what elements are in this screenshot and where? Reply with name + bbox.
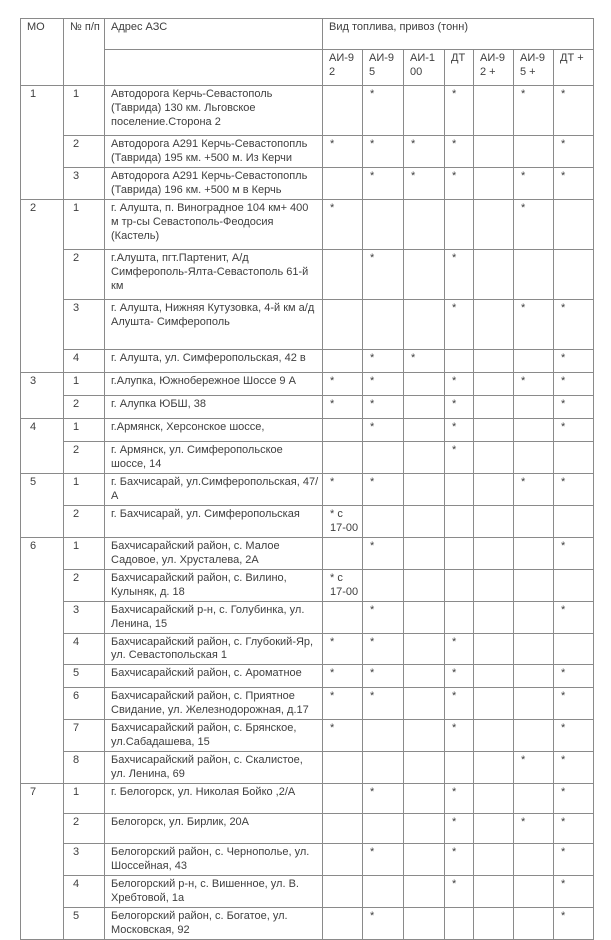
address-cell: Бахчисарайский район, с. Глубокий-Яр, ул. Севастопольская 1 bbox=[105, 633, 323, 665]
mo-cell: 1 bbox=[21, 86, 64, 200]
fuel-mark-cell bbox=[474, 86, 514, 136]
fuel-mark-cell: * bbox=[445, 688, 474, 720]
table-row bbox=[21, 876, 594, 908]
fuel-mark-cell: * bbox=[363, 249, 404, 299]
fuel-mark-cell bbox=[514, 844, 554, 876]
address-cell: Бахчисарайский район, с. Ароматное bbox=[105, 665, 323, 688]
fuel-mark-cell: * bbox=[363, 784, 404, 814]
row-number-cell: 6 bbox=[64, 688, 105, 720]
row-number-cell: 2 bbox=[64, 569, 105, 601]
address-cell: Бахчисарайский район, с. Скалистое, ул. Ленина, 69 bbox=[105, 752, 323, 784]
fuel-mark-cell bbox=[514, 441, 554, 473]
table-row bbox=[21, 299, 594, 349]
table-row bbox=[21, 249, 594, 299]
fuel-mark-cell bbox=[474, 844, 514, 876]
fuel-mark-cell bbox=[514, 665, 554, 688]
fuel-mark-cell bbox=[474, 136, 514, 168]
fuel-mark-cell: * bbox=[445, 665, 474, 688]
fuel-mark-cell bbox=[404, 665, 445, 688]
row-number-cell: 2 bbox=[64, 249, 105, 299]
fuel-mark-cell bbox=[404, 752, 445, 784]
fuel-mark-cell bbox=[445, 569, 474, 601]
fuel-mark-cell bbox=[323, 784, 363, 814]
fuel-mark-cell: * bbox=[445, 633, 474, 665]
fuel-mark-cell bbox=[474, 249, 514, 299]
fuel-mark-cell bbox=[363, 441, 404, 473]
fuel-mark-cell: * bbox=[445, 784, 474, 814]
fuel-mark-cell bbox=[514, 418, 554, 441]
fuel-mark-cell bbox=[323, 844, 363, 876]
address-cell: Автодорога А291 Керчь-Севастопопль (Таврида) 196 км. +500 м в Керчь bbox=[105, 167, 323, 199]
fuel-mark-cell bbox=[514, 633, 554, 665]
fuel-mark-cell bbox=[514, 601, 554, 633]
fuel-mark-cell bbox=[514, 688, 554, 720]
fuel-mark-cell: * bbox=[445, 167, 474, 199]
table-row bbox=[21, 537, 594, 569]
fuel-mark-cell bbox=[404, 784, 445, 814]
fuel-mark-cell: * bbox=[554, 537, 594, 569]
fuel-mark-cell bbox=[323, 814, 363, 844]
fuel-mark-cell bbox=[363, 299, 404, 349]
mo-cell: 2 bbox=[21, 199, 64, 372]
fuel-mark-cell bbox=[474, 688, 514, 720]
fuel-mark-cell bbox=[404, 720, 445, 752]
fuel-mark-cell bbox=[474, 441, 514, 473]
fuel-mark-cell: * bbox=[554, 299, 594, 349]
row-number-cell: 1 bbox=[64, 418, 105, 441]
address-cell: г.Алупка, Южнобережное Шоссе 9 А bbox=[105, 372, 323, 395]
fuel-mark-cell: * bbox=[363, 418, 404, 441]
fuel-mark-cell bbox=[323, 299, 363, 349]
fuel-mark-cell: * bbox=[323, 136, 363, 168]
fuel-mark-cell: * bbox=[323, 665, 363, 688]
fuel-mark-cell bbox=[404, 537, 445, 569]
fuel-mark-cell bbox=[474, 752, 514, 784]
mo-cell: 4 bbox=[21, 418, 64, 473]
fuel-mark-cell bbox=[445, 752, 474, 784]
fuel-mark-cell bbox=[445, 601, 474, 633]
fuel-mark-cell: * bbox=[554, 473, 594, 505]
fuel-mark-cell bbox=[514, 395, 554, 418]
col-header-dt: ДТ bbox=[445, 50, 474, 86]
col-header-mo: МО bbox=[21, 19, 64, 86]
table-row bbox=[21, 473, 594, 505]
fuel-mark-cell bbox=[554, 505, 594, 537]
fuel-mark-cell bbox=[554, 633, 594, 665]
fuel-mark-cell bbox=[474, 537, 514, 569]
fuel-mark-cell: * bbox=[445, 86, 474, 136]
fuel-mark-cell bbox=[445, 537, 474, 569]
fuel-mark-cell: * bbox=[445, 418, 474, 441]
address-cell: г. Алупка ЮБШ, 38 bbox=[105, 395, 323, 418]
fuel-mark-cell bbox=[445, 199, 474, 249]
row-number-cell: 2 bbox=[64, 395, 105, 418]
table-row bbox=[21, 349, 594, 372]
fuel-mark-cell bbox=[404, 844, 445, 876]
table-row bbox=[21, 844, 594, 876]
table-row bbox=[21, 167, 594, 199]
fuel-mark-cell bbox=[514, 349, 554, 372]
fuel-mark-cell: * bbox=[554, 136, 594, 168]
row-number-cell: 7 bbox=[64, 720, 105, 752]
fuel-mark-cell: * bbox=[363, 665, 404, 688]
fuel-mark-cell bbox=[474, 395, 514, 418]
fuel-mark-cell bbox=[445, 505, 474, 537]
fuel-mark-cell: * bbox=[363, 86, 404, 136]
address-cell: г. Белогорск, ул. Николая Бойко ,2/А bbox=[105, 784, 323, 814]
address-cell: Бахчисарайский район, с. Брянское, ул.Сабадашева, 15 bbox=[105, 720, 323, 752]
fuel-mark-cell bbox=[323, 537, 363, 569]
fuel-mark-cell bbox=[474, 505, 514, 537]
fuel-mark-cell: * bbox=[554, 876, 594, 908]
fuel-mark-cell bbox=[474, 908, 514, 940]
fuel-mark-cell: * bbox=[554, 167, 594, 199]
address-cell: г. Алушта, Нижняя Кутузовка, 4-й км а/д Алушта- Симферополь bbox=[105, 299, 323, 349]
row-number-cell: 5 bbox=[64, 665, 105, 688]
row-number-cell: 3 bbox=[64, 601, 105, 633]
fuel-mark-cell: * bbox=[323, 720, 363, 752]
fuel-mark-cell bbox=[445, 908, 474, 940]
table-row bbox=[21, 505, 594, 537]
fuel-mark-cell bbox=[474, 569, 514, 601]
fuel-mark-cell: * bbox=[323, 633, 363, 665]
fuel-mark-cell bbox=[404, 299, 445, 349]
fuel-mark-cell bbox=[474, 784, 514, 814]
table-row bbox=[21, 569, 594, 601]
address-subheader-cell bbox=[105, 50, 323, 86]
fuel-mark-cell: * bbox=[404, 349, 445, 372]
table-row bbox=[21, 752, 594, 784]
row-number-cell: 3 bbox=[64, 844, 105, 876]
table-row bbox=[21, 688, 594, 720]
fuel-mark-cell: * bbox=[445, 441, 474, 473]
fuel-mark-cell: * bbox=[363, 395, 404, 418]
address-cell: Бахчисарайский р-н, с. Голубинка, ул. Ленина, 15 bbox=[105, 601, 323, 633]
fuel-mark-cell: * bbox=[445, 395, 474, 418]
fuel-mark-cell: * bbox=[554, 814, 594, 844]
fuel-mark-cell: * bbox=[445, 876, 474, 908]
fuel-mark-cell bbox=[474, 299, 514, 349]
fuel-mark-cell bbox=[554, 441, 594, 473]
address-cell: г. Алушта, п. Виноградное 104 км+ 400 м тр-сы Севастополь-Феодосия (Кастель) bbox=[105, 199, 323, 249]
fuel-mark-cell: * с 17-00 bbox=[323, 505, 363, 537]
address-cell: Белогорск, ул. Бирлик, 20А bbox=[105, 814, 323, 844]
fuel-mark-cell: * bbox=[445, 299, 474, 349]
fuel-mark-cell: * bbox=[363, 136, 404, 168]
fuel-mark-cell bbox=[363, 569, 404, 601]
fuel-mark-cell: * bbox=[363, 473, 404, 505]
fuel-mark-cell bbox=[474, 167, 514, 199]
row-number-cell: 5 bbox=[64, 908, 105, 940]
fuel-mark-cell: * bbox=[514, 473, 554, 505]
fuel-mark-cell bbox=[554, 249, 594, 299]
fuel-mark-cell: * bbox=[554, 720, 594, 752]
col-header-dtplus: ДТ + bbox=[554, 50, 594, 86]
fuel-mark-cell bbox=[514, 784, 554, 814]
fuel-mark-cell: * bbox=[514, 814, 554, 844]
fuel-mark-cell bbox=[554, 569, 594, 601]
fuel-mark-cell bbox=[323, 86, 363, 136]
fuel-mark-cell bbox=[514, 136, 554, 168]
table-row bbox=[21, 199, 594, 249]
col-header-address: Адрес АЗС bbox=[105, 19, 323, 50]
fuel-mark-cell: * bbox=[554, 665, 594, 688]
fuel-mark-cell: * bbox=[445, 372, 474, 395]
row-number-cell: 2 bbox=[64, 814, 105, 844]
address-cell: Бахчисарайский район, с. Вилино, Кулыняк, д. 18 bbox=[105, 569, 323, 601]
fuel-mark-cell: * bbox=[363, 601, 404, 633]
mo-cell: 5 bbox=[21, 473, 64, 537]
fuel-mark-cell bbox=[404, 199, 445, 249]
address-cell: Автодорога Керчь-Севастополь (Таврида) 130 км. Льговское поселение.Сторона 2 bbox=[105, 86, 323, 136]
address-cell: г. Бахчисарай, ул.Симферопольская, 47/А bbox=[105, 473, 323, 505]
fuel-mark-cell bbox=[323, 349, 363, 372]
fuel-mark-cell: * bbox=[363, 372, 404, 395]
fuel-mark-cell bbox=[404, 688, 445, 720]
fuel-mark-cell: * bbox=[554, 844, 594, 876]
row-number-cell: 4 bbox=[64, 876, 105, 908]
table-row bbox=[21, 441, 594, 473]
row-number-cell: 2 bbox=[64, 505, 105, 537]
row-number-cell: 1 bbox=[64, 784, 105, 814]
row-number-cell: 1 bbox=[64, 372, 105, 395]
fuel-mark-cell: * bbox=[554, 349, 594, 372]
table-row bbox=[21, 395, 594, 418]
address-cell: Белогорский район, с. Богатое, ул. Московская, 92 bbox=[105, 908, 323, 940]
address-cell: Бахчисарайский район, с. Малое Садовое, ул. Хрусталева, 2А bbox=[105, 537, 323, 569]
fuel-mark-cell bbox=[445, 349, 474, 372]
fuel-mark-cell: * bbox=[323, 372, 363, 395]
fuel-mark-cell bbox=[474, 876, 514, 908]
fuel-mark-cell: * bbox=[554, 688, 594, 720]
fuel-mark-cell bbox=[404, 441, 445, 473]
fuel-mark-cell: * bbox=[323, 688, 363, 720]
fuel-mark-cell bbox=[363, 752, 404, 784]
fuel-mark-cell bbox=[404, 249, 445, 299]
mo-cell: 3 bbox=[21, 372, 64, 418]
address-cell: г.Алушта, пгт.Партенит, А/д Симферополь-Ялта-Севастополь 61-й км bbox=[105, 249, 323, 299]
fuel-mark-cell: * bbox=[445, 844, 474, 876]
table-row bbox=[21, 418, 594, 441]
fuel-mark-cell bbox=[404, 505, 445, 537]
address-cell: г. Алушта, ул. Симферопольская, 42 в bbox=[105, 349, 323, 372]
fuel-mark-cell: * bbox=[554, 395, 594, 418]
address-cell: Белогорский р-н, с. Вишенное, ул. В. Хребтовой, 1а bbox=[105, 876, 323, 908]
fuel-mark-cell: * с 17-00 bbox=[323, 569, 363, 601]
fuel-mark-cell: * bbox=[554, 908, 594, 940]
fuel-mark-cell bbox=[474, 814, 514, 844]
fuel-mark-cell: * bbox=[554, 784, 594, 814]
fuel-mark-cell bbox=[514, 569, 554, 601]
row-number-cell: 4 bbox=[64, 349, 105, 372]
fuel-mark-cell bbox=[323, 601, 363, 633]
fuel-mark-cell: * bbox=[323, 199, 363, 249]
fuel-mark-cell bbox=[445, 473, 474, 505]
fuel-mark-cell bbox=[554, 199, 594, 249]
fuel-mark-cell bbox=[474, 665, 514, 688]
fuel-mark-cell bbox=[474, 418, 514, 441]
table-row bbox=[21, 86, 594, 136]
table-row bbox=[21, 814, 594, 844]
col-header-ai95: АИ-95 bbox=[363, 50, 404, 86]
table-row bbox=[21, 908, 594, 940]
mo-cell: 7 bbox=[21, 784, 64, 940]
fuel-mark-cell bbox=[363, 505, 404, 537]
fuel-mark-cell bbox=[474, 473, 514, 505]
fuel-mark-cell: * bbox=[404, 136, 445, 168]
fuel-mark-cell: * bbox=[514, 86, 554, 136]
fuel-mark-cell bbox=[514, 249, 554, 299]
fuel-mark-cell bbox=[404, 814, 445, 844]
col-header-ai92plus: АИ-92 + bbox=[474, 50, 514, 86]
fuel-mark-cell: * bbox=[363, 633, 404, 665]
fuel-mark-cell: * bbox=[445, 720, 474, 752]
fuel-mark-cell: * bbox=[445, 136, 474, 168]
fuel-mark-cell bbox=[404, 908, 445, 940]
fuel-mark-cell: * bbox=[554, 86, 594, 136]
row-number-cell: 1 bbox=[64, 537, 105, 569]
fuel-mark-cell: * bbox=[514, 199, 554, 249]
row-number-cell: 2 bbox=[64, 441, 105, 473]
fuel-mark-cell: * bbox=[554, 752, 594, 784]
fuel-mark-cell bbox=[363, 814, 404, 844]
row-number-cell: 1 bbox=[64, 86, 105, 136]
fuel-mark-cell bbox=[323, 167, 363, 199]
fuel-mark-cell bbox=[474, 349, 514, 372]
fuel-mark-cell: * bbox=[404, 167, 445, 199]
fuel-mark-cell bbox=[474, 633, 514, 665]
mo-cell: 6 bbox=[21, 537, 64, 784]
fuel-mark-cell bbox=[514, 505, 554, 537]
table-row bbox=[21, 372, 594, 395]
table-row bbox=[21, 720, 594, 752]
col-header-num: № п/п bbox=[64, 19, 105, 86]
fuel-mark-cell bbox=[363, 199, 404, 249]
col-header-ai92: АИ-92 bbox=[323, 50, 363, 86]
fuel-mark-cell bbox=[323, 876, 363, 908]
fuel-mark-cell bbox=[404, 86, 445, 136]
fuel-mark-cell: * bbox=[363, 537, 404, 569]
fuel-mark-cell bbox=[323, 249, 363, 299]
row-number-cell: 8 bbox=[64, 752, 105, 784]
table-row bbox=[21, 633, 594, 665]
fuel-mark-cell: * bbox=[363, 908, 404, 940]
table-row bbox=[21, 665, 594, 688]
table-row bbox=[21, 136, 594, 168]
address-cell: г. Армянск, ул. Симферопольское шоссе, 14 bbox=[105, 441, 323, 473]
fuel-mark-cell: * bbox=[514, 167, 554, 199]
header-row-2 bbox=[21, 50, 594, 86]
table-header bbox=[21, 19, 594, 86]
fuel-mark-cell: * bbox=[363, 844, 404, 876]
fuel-mark-cell bbox=[404, 372, 445, 395]
fuel-mark-cell bbox=[404, 418, 445, 441]
fuel-mark-cell: * bbox=[323, 473, 363, 505]
fuel-mark-cell bbox=[404, 601, 445, 633]
col-header-ai95plus: АИ-95 + bbox=[514, 50, 554, 86]
fuel-mark-cell: * bbox=[514, 372, 554, 395]
fuel-mark-cell: * bbox=[363, 688, 404, 720]
fuel-mark-cell bbox=[474, 601, 514, 633]
address-cell: Автодорога А291 Керчь-Севастопопль (Таврида) 195 км. +500 м. Из Керчи bbox=[105, 136, 323, 168]
azs-fuel-table bbox=[20, 18, 594, 940]
fuel-mark-cell bbox=[323, 418, 363, 441]
fuel-mark-cell: * bbox=[514, 752, 554, 784]
address-cell: г.Армянск, Херсонское шоссе, bbox=[105, 418, 323, 441]
fuel-mark-cell: * bbox=[363, 349, 404, 372]
fuel-mark-cell: * bbox=[554, 601, 594, 633]
fuel-mark-cell: * bbox=[445, 814, 474, 844]
col-header-ai100: АИ-100 bbox=[404, 50, 445, 86]
row-number-cell: 1 bbox=[64, 473, 105, 505]
fuel-mark-cell bbox=[514, 537, 554, 569]
fuel-mark-cell bbox=[404, 395, 445, 418]
address-cell: г. Бахчисарай, ул. Симферопольская bbox=[105, 505, 323, 537]
fuel-mark-cell bbox=[404, 633, 445, 665]
fuel-mark-cell bbox=[474, 372, 514, 395]
row-number-cell: 4 bbox=[64, 633, 105, 665]
fuel-mark-cell bbox=[323, 752, 363, 784]
fuel-mark-cell: * bbox=[323, 395, 363, 418]
table-body bbox=[21, 86, 594, 940]
row-number-cell: 3 bbox=[64, 299, 105, 349]
row-number-cell: 3 bbox=[64, 167, 105, 199]
table-row bbox=[21, 784, 594, 814]
fuel-mark-cell bbox=[404, 569, 445, 601]
fuel-mark-cell bbox=[474, 720, 514, 752]
fuel-mark-cell bbox=[514, 720, 554, 752]
fuel-mark-cell: * bbox=[514, 299, 554, 349]
fuel-mark-cell bbox=[363, 720, 404, 752]
fuel-mark-cell bbox=[404, 473, 445, 505]
row-number-cell: 1 bbox=[64, 199, 105, 249]
fuel-mark-cell bbox=[404, 876, 445, 908]
fuel-mark-cell bbox=[323, 441, 363, 473]
fuel-mark-cell: * bbox=[363, 167, 404, 199]
row-number-cell: 2 bbox=[64, 136, 105, 168]
col-header-fuel-group: Вид топлива, привоз (тонн) bbox=[323, 19, 594, 50]
fuel-mark-cell: * bbox=[445, 249, 474, 299]
fuel-mark-cell bbox=[474, 199, 514, 249]
table-row bbox=[21, 601, 594, 633]
fuel-mark-cell bbox=[514, 908, 554, 940]
fuel-mark-cell bbox=[514, 876, 554, 908]
fuel-mark-cell: * bbox=[554, 372, 594, 395]
fuel-mark-cell bbox=[363, 876, 404, 908]
address-cell: Бахчисарайский район, с. Приятное Свидание, ул. Железнодорожная, д.17 bbox=[105, 688, 323, 720]
fuel-mark-cell bbox=[323, 908, 363, 940]
address-cell: Белогорский район, с. Чернополье, ул. Шоссейная, 43 bbox=[105, 844, 323, 876]
header-row-1 bbox=[21, 19, 594, 50]
fuel-mark-cell: * bbox=[554, 418, 594, 441]
